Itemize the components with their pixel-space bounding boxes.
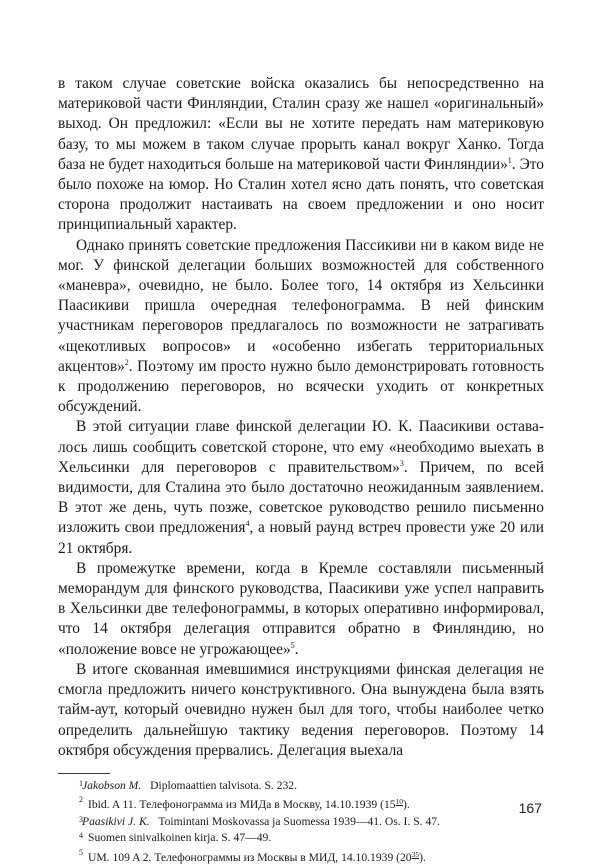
footnote-text: UM. 109 A 2. Телефонограммы из Москвы в МИД, 14.10.1939 (20 xyxy=(88,850,412,864)
footnote-text: Suomen sinivalkoinen kirja. S. 47—49. xyxy=(88,831,272,845)
footnote xyxy=(58,778,544,794)
footnote-text-end: ). xyxy=(419,850,426,864)
footnote-author: Jakobson M. xyxy=(82,778,142,792)
footnote-time-superscript: 10 xyxy=(395,797,404,807)
footnote-separator xyxy=(58,773,110,774)
footnote-ref[interactable]: 4 xyxy=(245,519,250,529)
footnote-number: 4 xyxy=(79,831,83,841)
paragraph xyxy=(58,559,544,660)
paragraph-text: . xyxy=(294,640,299,658)
footnote-ref[interactable]: 1 xyxy=(507,155,512,165)
paragraph-text: в таком случае советские войска оказались бы непосредственно на материковой части Финляндии, Сталин сразу же нашел «оригинальный» выход. Он предложил: «Если вы не хотите передать нам материковую базу, то мы можем в таком случае прорыть канал вокруг Ханко. Тогда база не будет находиться больше на материковой части Финляндии» xyxy=(58,75,544,173)
footnote xyxy=(58,830,544,846)
paragraph-text: . Причем, по всей видимости, для Сталина это было достаточно неожиданным заявлением. В этот же день, чуть позже, советское руководство решило письменно изложить свои предложения xyxy=(58,458,544,537)
footnote-text-end: ). xyxy=(403,798,410,812)
paragraph xyxy=(58,74,544,236)
paragraph-text: В итоге скованная имевшимися инструкциями финская делегация не смогла предложить ничего конструктивного. Она вынуждена была взять тайм-аут, который очевидно нужен был для того, чтобы наиболее четко определить дальнейшую тактику ведения переговоров. Поэтому 14 октября обсуждения прервались. Делегация выехала xyxy=(58,660,544,759)
footnote-text: Toimintani Moskovassa ja Suomessa 1939—41. Os. I. S. 47. xyxy=(155,814,440,828)
footnote-time-superscript: 35 xyxy=(411,849,420,859)
footnote-number: 2 xyxy=(79,795,83,805)
footnotes xyxy=(58,778,544,866)
paragraph-text: . Это было похоже на юмор. Но Сталин хотел ясно дать понять, что советская сторона продолжит настаивать на своем предложении и оно носит принципиальный характер. xyxy=(58,155,545,234)
paragraph-text: Однако принять советские предложения Пассикиви ни в каком виде не мог. У финской делегации больших возможностей для собственного «маневра», очевидно, не было. Более того, 14 октября из Хельсинки Паасикиви пришла очередная телефонограмма. В ней финским участникам переговоров предлагалось по возможности не затрагивать «щекотливых вопросов» и «особенно избегать территориальных акцентов» xyxy=(58,236,544,375)
footnote xyxy=(58,847,544,866)
footnote-number: 1 xyxy=(79,778,83,788)
footnote-ref[interactable]: 3 xyxy=(399,458,404,468)
paragraph xyxy=(58,236,544,418)
paragraph-text: . Поэтому им просто нужно было демонстрировать готовность к продолжению переговоров, но всячески уходить от конкретных обсуждений. xyxy=(58,357,544,416)
footnote-ref[interactable]: 2 xyxy=(124,357,129,367)
paragraph xyxy=(58,660,544,761)
footnote-ref[interactable]: 5 xyxy=(290,640,295,650)
paragraph xyxy=(58,417,544,558)
paragraph-text: В этой ситуации главе финской делегации Ю. К. Паасикиви оставалось лишь сообщить советской стороне, что ему «необходимо выехать в Хельсинки для переговоров с правительством» xyxy=(58,418,544,476)
footnote-author: Paasikivi J. K. xyxy=(82,814,150,828)
footnote-number: 5 xyxy=(79,847,83,857)
footnote xyxy=(58,814,544,830)
footnote-text: Ibid. A 11. Телефонограмма из МИДа в Москву, 14.10.1939 (15 xyxy=(88,798,396,812)
page xyxy=(58,74,544,866)
page-number: 167 xyxy=(518,800,542,816)
paragraph-text: В промежутке времени, когда в Кремле составляли письменный меморандум для финского руководства, Паасикиви уже успел направить в Хельсинки две телефонограммы, в которых оперативно информировал, что 14 октября делегация отправится обратно в Финляндию, но «положение вовсе не угрожающее» xyxy=(58,559,544,658)
body-text xyxy=(58,74,544,761)
paragraph-text: , а новый раунд встреч провести уже 20 или 21 октября. xyxy=(58,519,544,557)
footnote-number: 3 xyxy=(79,814,83,824)
footnote-text: Diplomaattien talvisota. S. 232. xyxy=(147,778,297,792)
footnote xyxy=(58,794,544,813)
